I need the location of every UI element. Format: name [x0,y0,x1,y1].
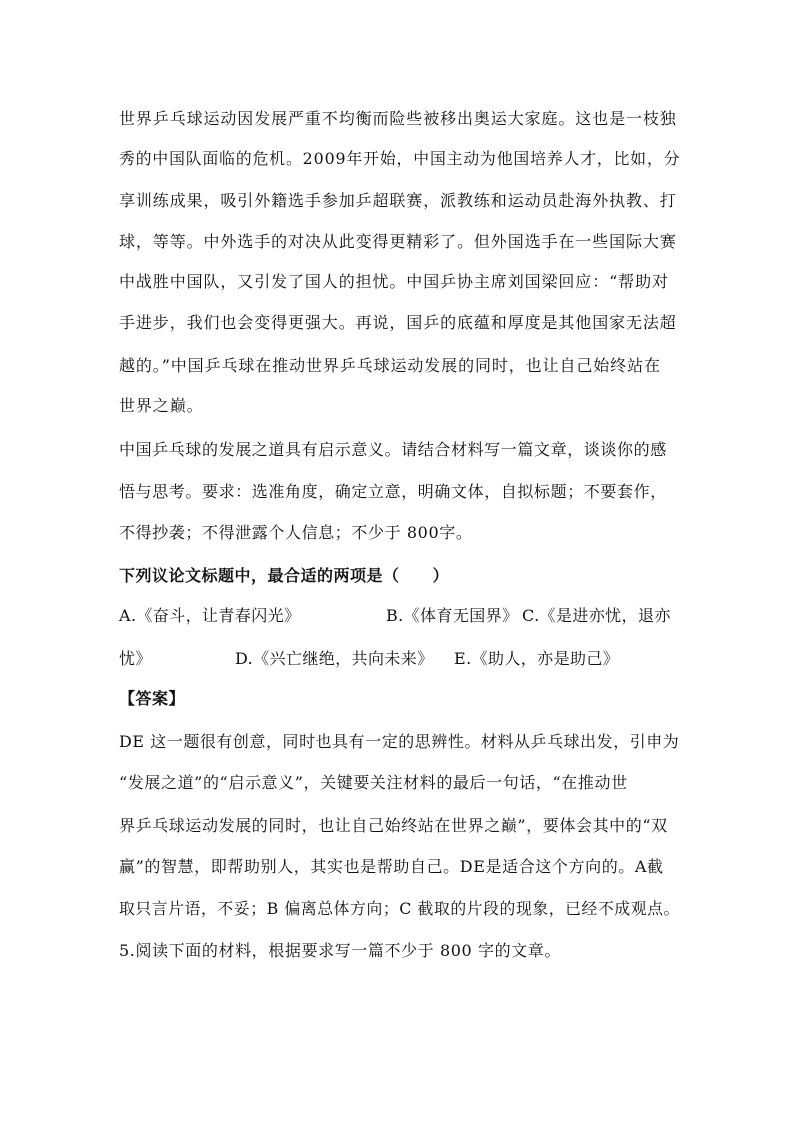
answer-heading: 【答案】 [119,689,186,708]
prompt-line: 悟与思考。要求：选准角度，确定立意，明确文体，自拟标题；不要套作， [119,482,667,501]
answer-line: “发展之道”的“启示意义”，关键要关注材料的最后一句话，“在推动世 [119,773,628,792]
passage-line: 秀的中国队面临的危机。2009年开始，中国主动为他国培养人才，比如，分 [119,149,681,168]
passage-line: 手进步，我们也会变得更强大。再说，国乒的底蕴和厚度是其他国家无法超 [119,313,677,332]
question-title: 下列议论文标题中，最合适的两项是（ ） [119,566,450,585]
option-c: C.《是进亦忧，退亦 [522,606,671,625]
passage-line: 球，等等。中外选手的对决从此变得更精彩了。但外国选手在一些国际大赛 [119,232,677,251]
answer-line: 赢”的智慧，即帮助别人，其实也是帮助自己。DE是适合这个方向的。A截 [119,857,664,876]
passage-line: 世界之巅。 [119,396,204,415]
answer-line: 取只言片语，不妥；B 偏离总体方向；C 截取的片段的现象，已经不成观点。 [119,899,680,918]
prompt-line: 不得抄袭；不得泄露个人信息；不少于 800字。 [119,523,473,542]
prompt-line: 中国乒乓球的发展之道具有启示意义。请结合材料写一篇文章，谈谈你的感 [119,440,667,459]
option-d: D.《兴亡继绝，共向未来》 [235,649,434,668]
passage-line: 中战胜中国队，又引发了国人的担忧。中国乒协主席刘国梁回应：“帮助对 [119,272,669,291]
option-e: E.《助人，亦是助己》 [454,649,620,668]
option-b: B.《体育无国界》 [386,606,519,625]
answer-line: DE 这一题很有创意，同时也具有一定的思辨性。材料从乒乓球出发，引申为 [119,732,680,751]
passage-line: 世界乒乓球运动因发展严重不均衡而险些被移出奥运大家庭。这也是一枝独 [119,109,677,128]
next-question: 5.阅读下面的材料，根据要求写一篇不少于 800 字的文章。 [119,941,561,960]
passage-line: 享训练成果，吸引外籍选手参加乒超联赛，派教练和运动员赴海外执教、打 [119,191,677,210]
answer-line: 界乒乓球运动发展的同时，也让自己始终站在世界之巅”，要体会其中的“双 [119,816,668,835]
option-a: A.《奋斗，让青春闪光》 [119,606,301,625]
passage-line: 越的。”中国乒乓球在推动世界乒乓球运动发展的同时，也让自己始终站在 [119,356,661,375]
option-c-continued: 忧》 [119,649,152,668]
